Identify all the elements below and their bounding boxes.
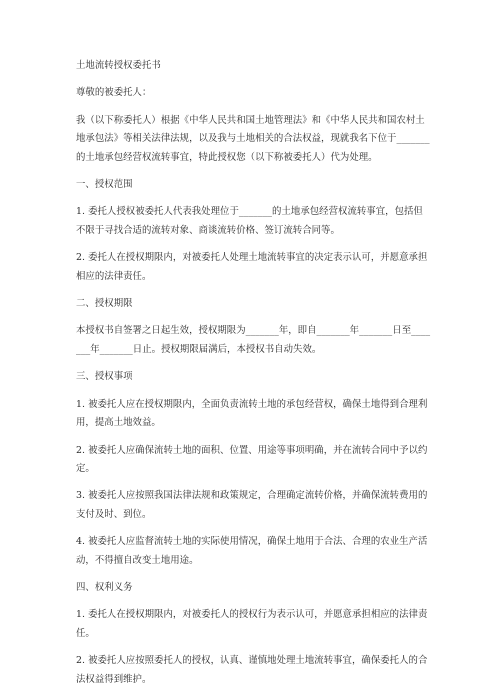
- scope-item-1: 1. 委托人授权被委托人代表我处理位于_______的土地承包经营权流转事宜，包括但不限于寻找合适的流转对象、商谈流转价格、签订流转合同等。: [76, 206, 423, 236]
- matters-item-1: 1. 被委托人应在授权期限内，全面负责流转土地的承包经营权，确保土地得到合理利用，提高土地效益。: [76, 398, 428, 429]
- section-heading-scope: 一、授权范围: [76, 179, 133, 191]
- section-heading-rights: 四、权利义务: [76, 581, 133, 593]
- intro-paragraph: 我（以下称委托人）根据《中华人民共和国土地管理法》和《中华人民共和国农村土地承包法》等相关法律法规，以及我与土地相关的合法权益，现就我名下位于_______的土地承包经营权流转事宜，特此授权您（以下称被委托人）代为处理。: [76, 114, 430, 163]
- section-heading-matters: 三、授权事项: [76, 371, 133, 383]
- matters-item-2: 2. 被委托人应确保流转土地的面积、位置、用途等事项明确，并在流转合同中予以约定。: [76, 444, 428, 474]
- document-title: 土地流转授权委托书: [76, 60, 161, 71]
- matters-item-3: 3. 被委托人应按照我国法律法规和政策规定，合理确定流转价格，并确保流转费用的支付及时、到位。: [76, 490, 428, 520]
- section-heading-term: 二、授权期限: [76, 298, 133, 310]
- scope-item-2: 2. 委托人在授权期限内，对被委托人处理土地流转事宜的决定表示认可，并愿意承担相应的法律责任。: [76, 252, 428, 282]
- term-paragraph: 本授权书自签署之日起生效，授权期限为_______年，即自_______年_______日至_______年_______日止。授权期限届满后，本授权书自动失效。: [76, 325, 431, 355]
- salutation: 尊敬的被委托人：: [76, 87, 152, 99]
- matters-item-4: 4. 被委托人应监督流转土地的实际使用情况，确保土地用于合法、合理的农业生产活动，不得擅自改变土地用途。: [76, 536, 428, 566]
- rights-item-2: 2. 被委托人应按照委托人的授权，认真、谨慎地处理土地流转事宜，确保委托人的合法权益得到维护。: [76, 655, 428, 685]
- rights-item-1: 1. 委托人在授权期限内，对被委托人的授权行为表示认可，并愿意承担相应的法律责任。: [76, 609, 428, 639]
